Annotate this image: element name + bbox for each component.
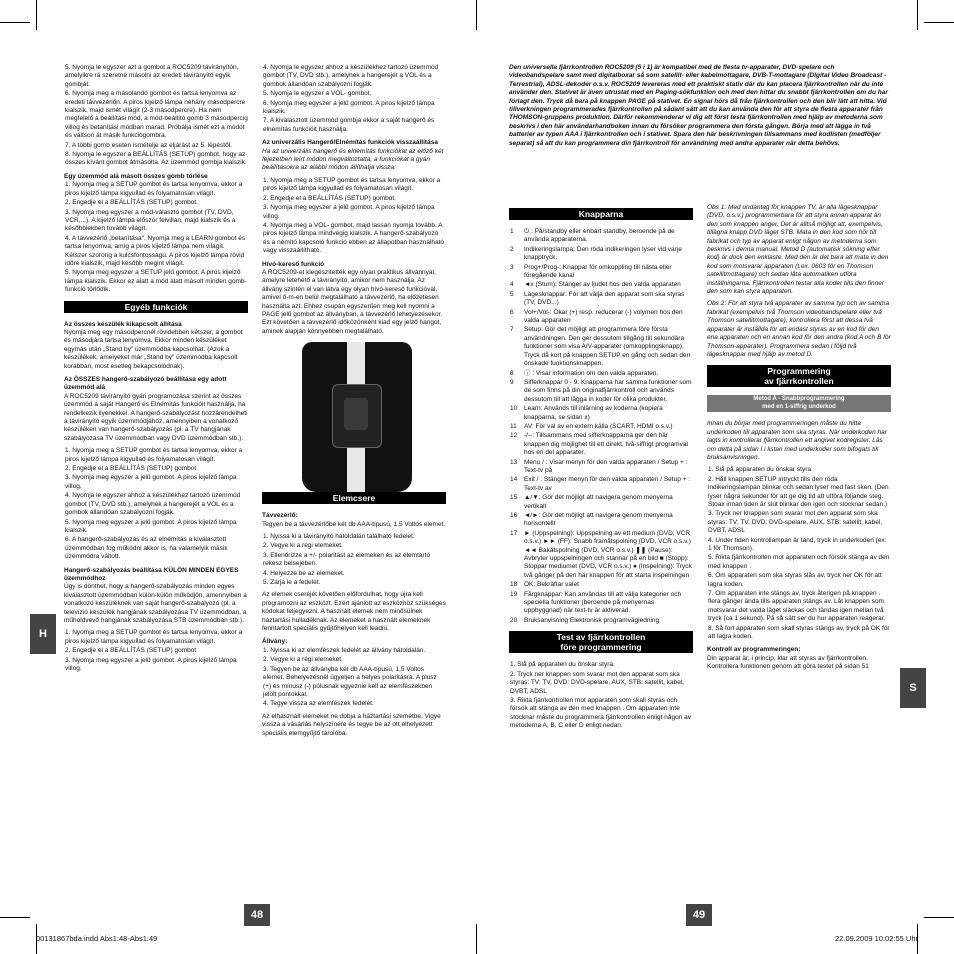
volume-heading: Az ÖSSZES hangerő-szabályozó beállítása egy adott üzemmód alá <box>64 376 227 392</box>
list-item: 5. Zárja le a fedelet. <box>263 579 321 587</box>
universal-reset-intro: Ha az univerzális hangerő és elnémítás funkciókat az előző két fejezetben leírt módon megváltoztatta, a funkciókat a gyári beállításokra az alábbi módon állíthatja vissza: <box>262 147 444 172</box>
call-search-heading: Hívó-kereső funkció <box>262 260 325 268</box>
page-number-right: 49 <box>686 904 712 926</box>
remote-battery-text: Tegyen be a távvezérlőbe két db AAA-típusú, 1,5 Voltos elemet. <box>262 520 446 528</box>
list-item: 9 Sifferknappar 0 - 9: Knapparna har samma funktioner som de som finns på din originalfjärrkontroll och används dessutom till att lägga in koder för olika produkter. <box>510 378 692 403</box>
list-item: 1. Nyomja meg a SETUP gombot és tartsa lenyomva, ekkor a piros kijelző lámpa kigyullad és folyamatosan világít. <box>65 629 243 645</box>
list-item: 3. Nyomja meg egyszer a jelű gombot. A piros kijelző lámpa villog. <box>65 656 237 672</box>
all-off-text: Nyomja meg egy másodpercnél rövidebben kétszer, a gombot és másodjára tartsa lenyomva. Ekkor minden készüléket egymás után „Stand by" üzemmódba kapcsolhat. (Azok a készülékek, amelyeket már „Stand by" üzemmódba kapcsolt korábban, most esetleg bekapcsolódnak). <box>64 328 243 370</box>
list-item: 10 Learn: Används till inlärning av koderna (kopiera knapparna, se sidan x) <box>510 405 663 421</box>
list-item: 1. Slå på apparaten du önskar styra. <box>708 466 813 474</box>
list-item: 4. A távvezérlő „betanítása". Nyomja meg a LEARN gombot és tartsa lenyomva, amíg a piros kijelző lámpa nem világít. Kétszer szorong a kulcsfontosságú. A piros kijelző lámpa rövid időre kialszik, majd később megint világít. <box>65 234 246 267</box>
language-tab-h: H <box>30 614 56 654</box>
list-item: 3. Ellenőrizze a +/- polaritást az elemeken és az elemtartó rekesz belsejében. <box>263 551 431 568</box>
right-column-1 <box>509 208 693 735</box>
keys-list <box>509 228 693 625</box>
section-bar-other-functions: Egyéb funkciók <box>64 301 248 313</box>
list-item: 5. Rikta fjärrkontrollen mot apparaten och försök stänga av den med knappen . <box>708 554 890 570</box>
crop-mark <box>924 917 954 918</box>
separate-volume-heading: Hangerő-szabályozás beállítása KÜLÖN MINDEN EGYES üzemmódhoz <box>64 566 239 582</box>
stand-battery-list <box>262 647 446 709</box>
list-item: 20 Bruksanvisning Elektronisk programvägledning <box>510 616 660 624</box>
list-item: 7 Setup: Gör det möjligt att programmera före första användningen. Den ger dessutom tillgång till sekundära funktioner som visa A/V-apparater (omkopplingsknapp). Tryck då kort på knappen SETUP en gång och sedan den önskade funktionsknappen. <box>510 326 691 368</box>
list-item: 2. Vegye ki a régi elemeket. <box>263 542 343 550</box>
list-item: 4. Nyomja le egyszer ahhoz a készülékhez tartozó üzemmód gombot (TV, DVD stb.), amelyhek a hangerejét a VOL és a gombok állandóan szabályozni fogják. <box>263 64 439 88</box>
list-item: 12 -/--: Tillsammans med sifferknapparna ger den här knappen dig möjlighet till ett direkt, två-siffrigt programval hos en del apparater. <box>510 432 688 457</box>
list-item: 2. Tryck ner knappen som svarar mot den apparat som ska styras: TV: TV, DVD: DVD-spelare, AUX, STB: satellit, kabel, DVBT, ADSL <box>510 670 685 695</box>
method-a-intro: Innan du börjar med programmeringen måste du hitta underkoden till apparaten som ska styras. När underkoden har lagts in kontrollerar fjärrkontrollen ett angivet kodregister. Läs om detta på sidan I i listan med underkoder som bifogats till bruksanvisningen. <box>707 420 887 461</box>
footer-timestamp: 22.09.2009 10:02:55 Uhr <box>835 934 918 943</box>
separate-steps-list <box>64 629 248 673</box>
call-search-text: A ROC5209-et kiegészítették egy olyan praktikus állvánnyal, amelyre letehető a távirányító, amikor nem használja. Az állvány szintén el van látva egy olyan hívó-kereső funkcióval, amivel ő-m-en belül megtalálható a távvezérlő, ha előzetesen használta azt. Ehhez csupán egyszerűen meg kell nyomni a PAGE jelű gombot az állványban, a távvezérlő lehetyezésekor. Ezt követően a távvezérlő időközönként kiad egy jelző hangot, aminek alapján könnyebben megtalálható. <box>262 268 443 335</box>
crop-mark <box>0 22 30 23</box>
delete-heading: Egy üzemmód alá másolt összes gomb törlése <box>64 172 208 180</box>
test-steps-list <box>509 661 693 730</box>
right-intro <box>509 64 890 152</box>
method-a-bar <box>707 395 891 412</box>
list-item: 4. Nyomja le egyszer ahhoz a készülékhez tartozó üzemmód gombot (TV, DVD stb.), amelyhek a hangerejét a VOL és a gombok állandóan szabályozni fogják. <box>65 492 241 517</box>
list-item: 16 ◄/►: Gör det möjligt att navigera genom menyerna horisontellt <box>510 512 673 528</box>
obs2-text: Obs 2: För att styra två apparater av samma typ och av samma fabrikat (exempelvis två Thomson videobandspelare eller två Thomson satellitmottagare), kontrollera först att dessa två apparater är inställda för att endast styras av en kod för den ena apparaten och en annan kod för den andra (kod A och B för Thomson-apparater). Programmera sedan i följd två lägesknappar med hjälp av metod D. <box>707 300 891 358</box>
list-item: 3 Prog+/Prog-: Knappar för omkoppling till nästa eller föregående kanal <box>510 263 672 280</box>
list-item: 2. Engedje el a BEÁLLÍTÁS (SETUP) gombot. <box>263 194 396 202</box>
list-item: 2. Håll knappen SETUP intryckt tills den röda indikeringslampan blinkar och sedan lyser med fast sken. (Den lyser några sekunder för att ge dig tid att utföra följande steg. Stoax innan tiden är slut blinkar den igen och slocknar sedan.) <box>708 475 889 508</box>
list-item: 1. Slå på apparaten du önskar styra. <box>510 661 615 669</box>
list-item: 7. Om apparaten inte stängs av, tryck återigen på knappen . flera gånger ända tills apparaten stängs av. Låt knappen som motsvarar det valda läget släckas och tändas igen mellan två tryck (ca 1 sekund). På så sätt ser du hur apparaten reagerar. <box>708 590 886 623</box>
list-item: 17 ► (Uppspelning): Uppspelning av ett medium (DVD, VCR o.s.v.) ►► (FF): Snabb framåtspolning (DVD, VCR o.s.v.) ◄◄ Bakåtspolning (DVD, VCR o.s.v.) ❚❚ (Pause): Avbryter uppspelningen och stannar på en bild ■ (Stopp): Stoppar mediumet (DVD, VCR o.s.v.) ● (Inspelning): Tryck två gånger på den här knappen för att starta inspelningen <box>510 529 692 579</box>
universal-reset-list <box>262 177 446 256</box>
list-item: 15 ▲/▼: Gör det möjligt att navigera genom menyerna vertikalt <box>510 494 673 510</box>
list-item: 6. Om apparaten som ska styras slås av, tryck ner OK för att lagra koden. <box>708 572 882 588</box>
list-item: 2 Indikeringslampa: Den röda indikeringen lyser vid varje knapptryck. <box>510 245 682 262</box>
method-a-line1: Metod A - Snabbprogrammering <box>753 396 845 403</box>
crop-mark <box>0 917 30 918</box>
list-item: 3. Tryck ner knappen som svarar mot den apparat som ska styras: TV: TV, DVD: DVD-spelare, AUX, STB: satellit, kabel, DVBT, ADSL <box>708 510 883 535</box>
list-item: 2. Engedje el a BEÁLLÍTÁS (SETUP) gombot. <box>65 199 198 207</box>
battery-photo-caption: Elemcsere <box>262 492 446 504</box>
delete-steps-list <box>64 181 248 294</box>
list-item: 4. Nyomja meg a VOL- gombot, majd lassan nyomja tovább. A piros kijelző lámpa mindvégig kialszik. A hangerő-szabályozó és a némító kapcsoló funkció ebben az állapotban használható vagy visszaállítható. <box>263 221 445 255</box>
list-item: 6. Nyomja meg egyszer a jelű gombot. A piros kijelző lámpa kialszik. <box>263 99 435 116</box>
method-a-line2: med en 1-siffrig underkod <box>762 403 836 410</box>
volume-text: A ROC5209 távirányító gyári programozása szerint az összes üzemmód a saját Hangerő és Elnémítás funkcióit használja, ha rendelkezik ilyenekkel. A hangerő-szabályozást hozzárendelheti a távirányító egyik üzemmódjához, amennyiben a vonatkozó készüléken van hangerő-szabályozás (pl. a TV hangjának szabályozása TV üzemmódban vagy DVD üzemmódban stb.). <box>64 392 248 442</box>
power-icon: ⏻ <box>524 228 530 235</box>
left-column-2 <box>262 64 446 742</box>
list-item: 3. Rikta fjärrkontrollen mot apparaten som skall styras och försök att stänga av den med knappen . Om apparaten inte stocknar måste du programmera fjärrkontrollen enligt någon av metoderna A, B, C eller D enligt nedan. <box>510 696 692 730</box>
list-item: 1 ⏻ : På/standby eller enbart standby, beroende på de använda apparaterna. <box>510 228 675 244</box>
list-item: 5. Nyomja le egyszer a VOL- gombot. <box>263 90 372 98</box>
separate-volume-text: Úgy is dönthet, hogy a hangerő-szabályozás minden egyes kiválasztott üzemmódban külön-külön működjön, amennyiben a vonatkozó készüléknek van saját hangerő-szabályozó (pl. a televízió készülék hangjának szabályozása TV üzemmódban, a műholdvevő hangjának szabályozása STB üzemmódban stb.). <box>64 583 247 624</box>
all-off-heading: Az összes készülék kikapcsolt állítása <box>64 320 182 328</box>
list-item: 19 Färgknappar: Kan användas till att välja kategorier och speciella funktioner (beroende på menyernas uppbyggnad) när text-tv är aktiverad. <box>510 590 682 615</box>
list-item: 8. Nyomja le egyszer a BEÁLLÍTÁS (SETUP) gombot, hogy az összes kívánt gombot átmásolta. Az üzemmód gombja kialszik. <box>65 151 247 167</box>
list-item: 4. Under tiden kontrollampan är tänd, tryck in underkoden (ex: 1 för Thomson). <box>708 536 887 552</box>
list-item: 13 Menu / : Visar menyn för den valda apparaten / Setup + : Text-tv på <box>510 458 688 474</box>
list-item: 14 Exit / : Stänger menyn för den valda apparaten / Setup + : Text-tv av <box>510 476 691 492</box>
list-item: 1. Nyomja meg a SETUP gombot és tartsa lenyomva, ekkor a piros kijelző lámpa kigyullad és folyamatosan világít. <box>263 176 441 193</box>
test-title-line1: Test av fjärrkontrollen <box>556 632 646 643</box>
remote-battery-heading: Távvezérlő: <box>262 512 298 520</box>
test-title-line2: före programmering <box>560 642 642 653</box>
list-item: 1. Nyomja meg a SETUP gombot és tartsa lenyomva, ekkor a piros kijelző lámpa kigyullad és folyamatosan világít. <box>65 447 243 463</box>
crop-mark <box>36 0 37 30</box>
info-icon: ⓘ <box>524 369 531 377</box>
volume-steps-list <box>64 447 248 561</box>
stand-battery-heading: Állvány: <box>262 638 288 646</box>
list-item: 5. Nyomja le egyszer azt a gombot a ROC5209 távirányítón, amelyikre rá szeretné másolni az eredeti távirányító egyik gombját. <box>65 64 239 88</box>
universal-reset-heading: Az univerzális Hangerő/Elnémítás funkciók visszaállítása <box>262 139 438 147</box>
obs1-text: Obs 1: Med undantag för knappen TV, är alla lägesknappar (DVD, o.s.v.) programmerbara för att styra annan apparat än den som knappen anger. Det är alltså möjligt att, exempelvis, tillägna knapp DVD läget STB. Mata in den kod som hör till fabrikat och typ av apparat enligt någon av metoderna som beskrivs i denna manual. Metod D (automatisk sökning efter kod) är dock den enklaste. Med den är det bara att mata in den kod som motsvarar apparaten (t.ex. 0603 för en Thomson satellitmottagare) och sedan låta automatiken utföra inställningarna. Fjärrkontrollen testar alla koder tills den finner den som kan styra apparaten. <box>707 204 889 296</box>
list-item: 3. Nyomja meg egyszer a mód-választó gombot (TV, DVD, VCR,...). A kijelző lámpa először felvillan, majd kialszik és a későbbiekben tovább világít. <box>65 208 236 233</box>
section-bar-programming <box>707 365 891 387</box>
list-item: 3. Nyomja meg egyszer a jelű gombot. A piros kijelző lámpa villog. <box>263 204 435 220</box>
language-tab-s: S <box>900 668 926 708</box>
section-bar-knapparna: Knapparna <box>509 208 693 220</box>
list-item: 2. Engedje el a BEÁLLÍTÁS (SETUP) gombot <box>65 647 197 655</box>
control-heading: Kontroll av programmeringen: <box>707 646 801 654</box>
list-item: 11 AV: För val av en extern källa (SCART, HDMI o.s.v.) <box>510 422 673 430</box>
footer-file-info: 00131867bda.indd Abs1:48-Abs1:49 <box>36 934 158 943</box>
control-text: Din apparat är, i princip, klar att styras av fjärrkontrollen. Kontrollera funktionen genom att göra testet på sidan 51 <box>707 654 869 671</box>
battery-warning-text: Az elemek cseréjét követően előfordulhat, hogy újra kell programozni az eszközt. Ezért ajánlott az eszközhöz szükséges kódokat feljegyezni. A használt elemek nem minősülnek háztartási hulladéknak. Az elemeket a használt elemeknek fenntartott speciális gyűjtőhelyen kell leadni. <box>262 591 446 633</box>
list-item: 1. Nyissa ki a távirányító hátoldalán található fedelet. <box>263 533 415 540</box>
list-item: 2. Vegye ki a régi elemeket. <box>263 656 343 664</box>
list-item: 8. Så fort apparaten som skall styras stängs av, tryck på OK för att lagra koden. <box>708 624 890 641</box>
prog-title-line1: Programmering <box>767 366 831 377</box>
separate-steps-cont-list <box>262 64 446 134</box>
copy-steps-list <box>64 64 248 168</box>
center-mark <box>476 924 477 954</box>
page-number-left: 48 <box>244 904 270 926</box>
left-column-1 <box>64 64 248 677</box>
list-item: 8 ⓘ : Visar information om den valda apparaten. <box>510 369 659 377</box>
list-item: 4 ◄x (Stum): Stänger av ljudet hos den valda apparaten <box>510 281 681 289</box>
list-item: 3. Tegyen be az állványba két db AAA-típusú, 1,5 Voltos elemet. Behelyezésnél ügyeljen a helyes polaritásra. A plusz (+) és mínusz (-) pólusnak egyeznie kell az elemfészekben jelölt pontokkal. <box>263 665 437 698</box>
list-item: 2. Engedje el a BEÁLLÍTÁS (SETUP) gombot <box>65 465 197 473</box>
mute-icon: ◄x <box>524 281 534 289</box>
crop-mark <box>924 22 954 23</box>
list-item: 5. Nyomja meg egyszer a jelű gombot. A piros kijelző lámpa kialszik. <box>65 518 237 534</box>
prog-title-line2: av fjärrkontrollen <box>764 376 834 387</box>
crop-mark <box>917 0 918 30</box>
list-item: 5. Nyomja meg egyszer a SETUP jelű gombot. A piros kijelző lámpa kialszik. Ekkor ez alatt a mód alatt másolt minden gomb-funkció törlődik. <box>65 269 247 294</box>
list-item: 1. Nyissa ki az elemfészek fedelét az állvány hátoldalán. <box>263 646 426 654</box>
intro-text: Den universella fjärrkontrollen ROC5209 (5 i 1) är kompatibel med de flesta tv-apparater, DVD-spelare och videobandspelare samt med digitalboxar så som satellit- eller kabelmottagare, DVB-T-mottagare (Digital Video Broadcast - Terrestrial), ADSL-dekoder o.s.v. ROC5209 levereras med ett praktiskt stativ där du kan placera fjärrkontrollen när du inte använder den. Stativet är även utrustat med en Paging-sökfunktion och med den hittar du snabbt fjärrkontrollen om du har förlagt den. Tryck då bara på knappen PAGE på stativet. En signal hörs då från fjärrkontrollen och den blir lätt att hitta. Vid tillverkningen programmerades fjärrkontrollen på sådant sätt att du kan använda den för att styra de flesta apparater från THOMSON-gruppens produktion. Därför rekommenderar vi dig att först testa fjärrkontrollen med hjälp av metoderna som beskrivs i den här användarhandboken innan du försöker programmera den första gången. Börja med att lägga in två batterier av typen AAA i fjärrkontrollen och i stativet. Spara den här beskrivningen tillsammans med kodlisten (medföljer separat) så att du kan programmera din fjärrkontroll för användning med andra apparater när detta behövs. <box>509 64 888 147</box>
list-item: 18 OK: Bekräftar valet <box>510 581 579 589</box>
stand-disposal-text: Az elhasznált elemeket ne dobja a háztartási szemétbe. Vigye vissza a vásárlás helyszínére és tegye be az ott elhelyezett speciális elemgyűjtő tárolóba. <box>262 712 441 737</box>
list-item: 6 Vol+/Vol-: Ökar (+) resp. reducerar (-) volymen hos den valda apparaten <box>510 308 683 325</box>
list-item: 7. A többi gomb esetén ismételje az eljárást az 5. lépéstől. <box>65 141 232 149</box>
list-item: 3. Nyomja meg egyszer a jelű gombot. A piros kijelző lámpa villog. <box>65 474 237 490</box>
section-bar-test <box>509 631 693 653</box>
right-column-2 <box>707 204 891 676</box>
list-item: 6. Nyomja meg a másolandó gombot és tartsa lenyomva az eredeti távvezérlőn. A piros kijelző lámpa néhány másodpercre kialszik, majd ismét világít (2-3 másodpercre). Ha nem megfelelő a beállítási mód, a mód-beállító gomb 3 másodpercig villog és betanítási módban marad. Próbálja ismét ezt a módot és váltson át másik funkciógombra. <box>65 90 248 140</box>
list-item: 4. Tegye vissza az elemfészek fedelét. <box>263 700 374 708</box>
center-mark <box>476 0 477 30</box>
method-a-list <box>707 466 891 641</box>
remote-battery-list <box>262 533 446 587</box>
list-item: 5 Lägesknappar: För att välja den apparat som ska styras (TV, DVD...) <box>510 290 685 307</box>
battery-photo <box>262 342 446 492</box>
list-item: 4. Helyezze be az elemeket. <box>263 569 345 577</box>
list-item: 6. A hangerő-szabályozás és az elnémítás a kiválasztott üzemmódban fog működni akkor is, ha valamelyik másik üzemmódra váltott. <box>65 536 228 561</box>
list-item: 1. Nyomja meg a SETUP gombot és tartsa lenyomva, ekkor a piros kijelző lámpa kigyullad és folyamatosan világít. <box>65 181 243 197</box>
list-item: 7. A kiválasztott üzemmód gombja ekkor a saját hangerő és elnémítás funkcióit használja. <box>263 117 435 133</box>
